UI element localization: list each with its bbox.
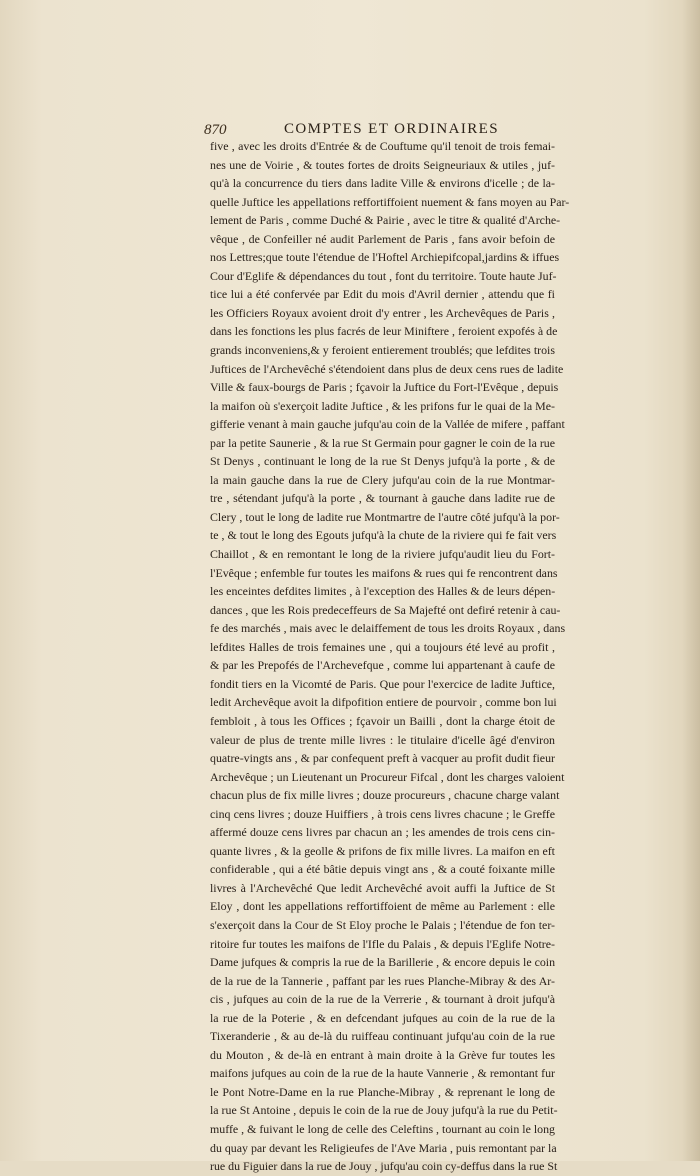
text-line: St Denys , continuant le long de la rue St Denys jufqu'à la porte , & de [210,454,555,469]
text-line: lefdites Halles de trois femaines une , qui a toujours été levé au profit , [210,639,555,654]
running-head: COMPTES ET ORDINAIRES [284,121,499,137]
text-line: Eloy , dont les appellations reffortiffoient de même au Parlement : elle [210,899,555,914]
text-line: dans les fonctions les plus facrés de leur Miniftere , feroient expofés à de [210,324,558,339]
text-line: lement de Paris , comme Duché & Pairie , avec le titre & qualité d'Arche- [210,213,561,228]
text-line: te , & tout le long des Egouts jufqu'à la chute de la riviere qui fe fait vers [210,528,557,543]
text-line: la maifon où s'exerçoit ladite Juftice , & les prifons fur le quai de la Me- [210,398,555,413]
text-line: le Pont Notre-Dame en la rue Planche-Mibray , & reprenant le long de [210,1084,555,1099]
text-line: de la rue de la Tannerie , paffant par les rues Planche-Mibray & des Ar- [210,973,555,988]
text-line: quatre-vingts ans , & par confequent preft à vacquer au profit dudit fieur [210,751,555,766]
text-line: Ville & faux-bourgs de Paris ; fçavoir la Juftice du Fort-l'Evêque , depuis [210,380,559,395]
text-line: la main gauche dans la rue de Clery jufqu'au coin de la rue Montmar- [210,472,555,487]
text-line: quelle Juftice les appellations reffortiffoient nuement & fans moyen au Par- [210,194,570,209]
text-line: s'exerçoit dans la Cour de St Eloy proche le Palais ; l'étendue de fon ter- [210,917,555,932]
text-line: par la petite Saunerie , & la rue St Germain pour gagner le coin de la rue [210,435,556,450]
text-line: cis , jufques au coin de la rue de la Verrerie , & tournant à droit jufqu'à [210,992,555,1007]
text-line: tre , sétendant jufqu'à la porte , & tournant à gauche dans ladite rue de [210,491,555,506]
text-line: gifferie venant à main gauche jufqu'au coin de la Vallée de mifere , paffant [210,417,565,432]
text-line: Clery , tout le long de ladite rue Montmartre de l'autre côté jufqu'à la por- [210,509,560,524]
text-line: tice lui a été confervée par Edit du mois d'Avril dernier , attendu que fi [210,287,555,302]
text-line: muffe , & fuivant le long de celle des Celeftins , tournant au coin le long [210,1121,555,1136]
text-line: la rue de la Poterie , & en defcendant jufques au coin de la rue de la [210,1010,555,1025]
text-line: nos Lettres;que toute l'étendue de l'Hoftel Archiepifcopal,jardins & iffues [210,250,560,265]
page-number: 870 [204,122,227,138]
text-line: qu'à la concurrence du tiers dans ladite Ville & environs d'icelle ; de la- [210,176,555,191]
text-line: chacun plus de fix mille livres ; douze procureurs , chacune charge valant [210,788,560,803]
text-line: cinq cens livres ; douze Huiffiers , à trois cens livres chacune ; le Greffe [210,806,555,821]
text-line: du Mouton , & de-là en entrant à main droite à la Grève fur toutes les [210,1047,555,1062]
text-line: la rue St Antoine , depuis le coin de la rue de Jouy jufqu'à la rue du Petit- [210,1103,558,1118]
text-line: ritoire fur toutes les maifons de l'Ifle du Palais , & depuis l'Eglife Notre- [210,936,555,951]
text-line: valeur de plus de trente mille livres : le titulaire d'icelle âgé d'environ [210,732,555,747]
text-line: du quay par devant les Religieufes de l'Ave Maria , puis remontant par la [210,1140,557,1155]
text-line: Tixeranderie , & au de-là du ruiffeau continuant jufqu'au coin de la rue [210,1029,555,1044]
text-line: ledit Archevêque avoit la difpofition entiere de pourvoir , comme bon lui [210,695,557,710]
text-line: l'Evêque ; enfemble fur toutes les maifons & rues qui fe rencontrent dans [210,565,558,580]
body-text [210,137,570,1176]
text-line: fembloit , à tous les Offices ; fçavoir un Bailli , dont la charge étoit de [210,713,555,728]
text-line: & par les Prepofés de l'Archevefque , comme lui appartenant à caufe de [210,658,555,673]
text-line: les enceintes defdites limites , à l'exception des Halles & de leurs dépen- [210,584,556,599]
text-line: confiderable , qui a été bâtie depuis vingt ans , & a couté foixante mille [210,862,555,877]
text-line: quante livres , & la geolle & prifons de fix mille livres. La maifon en eft [210,843,555,858]
text-line: vêque , de Confeiller né audit Parlement de Paris , fans avoir befoin de [210,231,555,246]
text-line: maifons jufques au coin de la rue de la haute Vannerie , & remontant fur [210,1066,555,1081]
text-line: rue du Figuier dans la rue de Jouy , jufqu'au coin cy-deffus dans la rue St [210,1159,558,1174]
text-line: les Officiers Royaux avoient droit d'y entrer , les Archevêques de Paris , [210,305,555,320]
text-line: Juftices de l'Archevêché s'étendoient dans plus de deux cens rues de ladite [210,361,564,376]
text-line: fe des marchés , mais avec le delaiffement de tous les droits Royaux , dans [210,621,566,636]
text-line: nes une de Voirie , & toutes fortes de droits Seigneuriaux & utiles , juf- [210,157,555,172]
text-line: dances , que les Rois predeceffeurs de Sa Majefté ont defiré retenir à cau- [210,602,561,617]
page-edge-shadow [682,0,700,1161]
text-line: fondit tiers en la Vicomté de Paris. Que pour l'exercice de ladite Juftice, [210,676,555,691]
text-line: Dame jufques & compris la rue de la Barillerie , & encore depuis le coin [210,955,556,970]
text-line: affermé douze cens livres par chacun an ; les amendes de trois cens cin- [210,825,555,840]
text-line: Chaillot , & en remontant le long de la riviere jufqu'audit lieu du Fort- [210,547,555,562]
text-line: five , avec les droits d'Entrée & de Couftume qu'il tenoit de trois femai- [210,139,555,153]
text-line: Cour d'Eglife & dépendances du tout , font du territoire. Toute haute Juf- [210,268,557,283]
text-line: livres à l'Archevêché Que ledit Archevêché avoit auffi la Juftice de St [210,880,555,895]
text-line: grands inconveniens,& y feroient entierement troublés; que lefdites trois [210,343,555,358]
text-line: Archevêque ; un Lieutenant un Procureur Fifcal , dont les charges valoient [210,769,565,784]
